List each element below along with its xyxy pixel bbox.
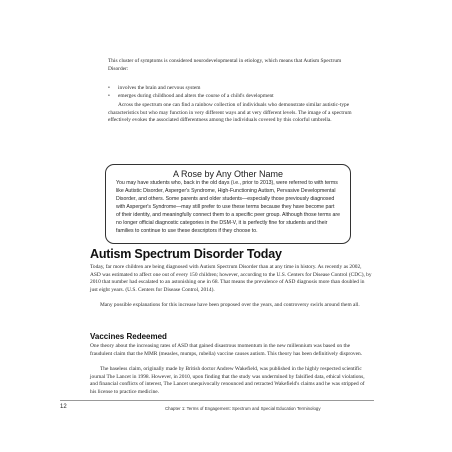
intro-paragraph-1: This cluster of symptoms is considered neurodevelopmental in etiology, which means that Autism Spectrum Disorder: bbox=[108, 58, 342, 72]
section2-paragraph-2: The baseless claim, originally made by British doctor Andrew Wakefield, was published in the highly respected scientific journal The Lancet in 1998. However, in 2010, upon finding that the study was undermined by falsified data, ethical violations, and financial conflicts of interest, The Lancet unequivocally renounced and retracted Wakefield's claims and he was stripped of his license to practice medicine. bbox=[90, 366, 365, 395]
running-title: Chapter 1: Terms of Engagement: Spectrum and Special Education Terminology bbox=[165, 406, 321, 411]
section2-paragraph-1: One theory about the increasing rates of ASD that gained disastrous momentum in the new millennium was based on the fraudulent claim that the MMR (measles, mumps, rubella) vaccine causes autism. This theory has been definitively disproven. bbox=[90, 343, 363, 357]
intro-bullet-list bbox=[108, 85, 358, 101]
sidebar-box bbox=[105, 164, 351, 244]
list-item: • emerges during childhood and alters the course of a child's development bbox=[108, 93, 358, 101]
sidebar-title: A Rose by Any Other Name bbox=[172, 169, 284, 179]
section-heading-vaccines: Vaccines Redeemed bbox=[90, 332, 167, 341]
section1-paragraph-1: Today, far more children are being diagnosed with Autism Spectrum Disorder than at any time in history. As recently as 2002, ASD was estimated to affect one out of every 150 children; however, according to the U.S. Centers for Disease Control (CDC), by 2010 that number had escalated to an astonishing one in 68. That means the prevalence of ASD diagnosis more than doubled in just eight years. (U.S. Centers for Disease Control, 2014). bbox=[90, 264, 372, 293]
intro-paragraph-2: Across the spectrum one can find a rainbow collection of individuals who demonstrate similar autistic-type characteristics but who may function in very different ways and at very different levels. The image of a spectrum effectively evokes the associated differentness among the individuals covered by this colorful umbrella. bbox=[108, 102, 352, 124]
footer-divider bbox=[60, 400, 374, 401]
section-heading-asd-today: Autism Spectrum Disorder Today bbox=[90, 247, 282, 261]
section1-paragraph-2: Many possible explanations for this increase have been proposed over the years, and controversy swirls around them all. bbox=[100, 302, 360, 308]
page-number: 12 bbox=[60, 404, 67, 410]
list-item: • involves the brain and nervous system bbox=[108, 85, 358, 93]
sidebar-body: You may have students who, back in the old days (i.e., prior to 2013), were referred to with terms like Autistic Disorder, Asperger's Syndrome, High-Functioning Autism, Pervasive Developmental Disorder, and others. Some parents and older students—especially those previously diagnosed with Asperger's Syndrome—may still prefer to use these terms because they have become part of their identity, and meaningfully connect them to a specific peer group. Although those terms are no longer official diagnostic categories in the DSM-V, it is perfectly fine for students and their families to continue to use these descriptors if they choose to. bbox=[116, 180, 340, 234]
